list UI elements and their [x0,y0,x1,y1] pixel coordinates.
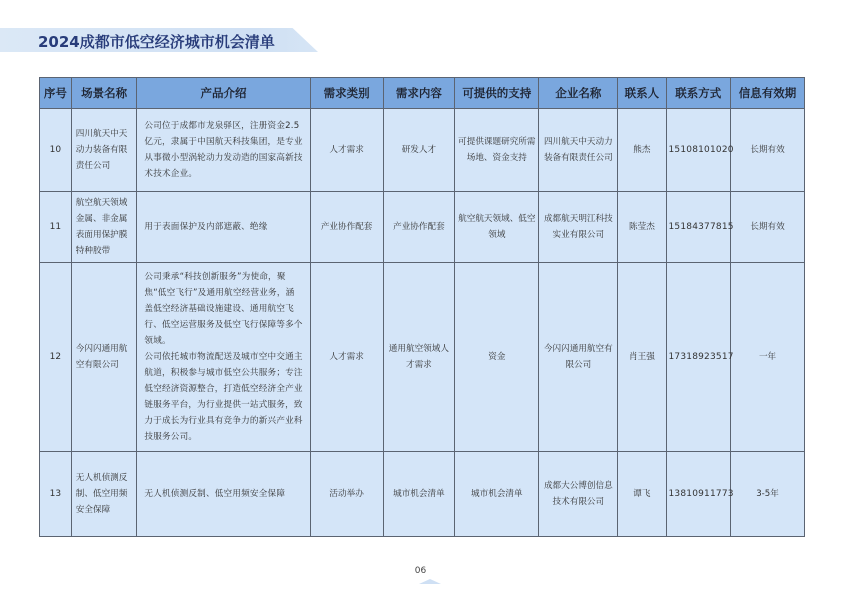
cell-validity: 长期有效 [731,109,805,192]
cell-validity: 一年 [731,263,805,452]
cell-intro [137,263,310,452]
cell-contact: 谭飞 [618,452,666,537]
col-header-scene: 场景名称 [71,78,137,109]
page-number: 06 [414,566,427,576]
col-header-content: 需求内容 [383,78,455,109]
col-header-contact: 联系人 [618,78,666,109]
cell-company: 四川航天中天动力装备有限责任公司 [539,109,618,192]
table-row [40,192,805,263]
cell-support: 可提供课题研究所需场地、资金支持 [455,109,539,192]
cell-contact: 肖王强 [618,263,666,452]
col-header-no: 序号 [40,78,72,109]
cell-phone: 15184377815 [666,192,731,263]
cell-category: 人才需求 [310,263,383,452]
cell-validity: 3-5年 [731,452,805,537]
table-row [40,109,805,192]
intro-paragraph: 公司秉承“科技创新服务”为使命，聚焦“低空飞行”及通用航空经营业务，涵盖低空经济基础设施建设、通用航空飞行、低空运营服务及低空飞行保障等多个领域。 [144,272,303,346]
cell-validity: 长期有效 [731,192,805,263]
intro-paragraph: 用于表面保护及内部遮蔽、绝缘 [144,222,268,232]
intro-paragraph: 公司位于成都市龙泉驿区，注册资金2.5亿元，隶属于中国航天科技集团，是专业从事微小型涡轮动力发动造的国家高新技术技术企业。 [144,121,303,179]
cell-no: 13 [40,452,72,537]
page-title: 2024成都市低空经济城市机会清单 [38,33,275,51]
cell-company: 成都航天明江科技实业有限公司 [539,192,618,263]
table-row [40,452,805,537]
cell-intro [137,192,310,263]
cell-support: 航空航天领域、低空领域 [455,192,539,263]
cell-category: 人才需求 [310,109,383,192]
cell-contact: 熊杰 [618,109,666,192]
cell-scene: 无人机侦测反制、低空用频安全保障 [71,452,137,537]
opportunity-table [39,77,805,537]
cell-support: 城市机会清单 [455,452,539,537]
cell-support: 资金 [455,263,539,452]
cell-phone: 17318923517 [666,263,731,452]
col-header-category: 需求类别 [310,78,383,109]
cell-content: 产业协作配套 [383,192,455,263]
cell-no: 10 [40,109,72,192]
cell-scene: 四川航天中天动力装备有限责任公司 [71,109,137,192]
table-header-row [40,78,805,109]
cell-scene: 今闪闪通用航空有限公司 [71,263,137,452]
col-header-support: 可提供的支持 [455,78,539,109]
cell-phone: 15108101020 [666,109,731,192]
cell-category: 活动举办 [310,452,383,537]
col-header-intro: 产品介绍 [137,78,310,109]
cell-scene: 航空航天领域金属、非金属表面用保护膜特种胶带 [71,192,137,263]
cell-content: 城市机会清单 [383,452,455,537]
cell-category: 产业协作配套 [310,192,383,263]
cell-intro [137,452,310,537]
cell-no: 12 [40,263,72,452]
col-header-company: 企业名称 [539,78,618,109]
col-header-phone: 联系方式 [666,78,731,109]
table-row [40,263,805,452]
col-header-validity: 信息有效期 [731,78,805,109]
opportunity-table-container [39,77,805,537]
cell-company: 成都大公博创信息技术有限公司 [539,452,618,537]
page-number-decoration [419,579,441,584]
cell-company: 今闪闪通用航空有限公司 [539,263,618,452]
cell-content: 通用航空领域人才需求 [383,263,455,452]
cell-content: 研发人才 [383,109,455,192]
cell-no: 11 [40,192,72,263]
cell-phone: 13810911773 [666,452,731,537]
intro-paragraph: 无人机侦测反制、低空用频安全保障 [144,489,286,499]
cell-contact: 陈莹杰 [618,192,666,263]
intro-paragraph: 公司依托城市物流配送及城市空中交通主航道，积极参与城市低空公共服务；专注低空经济资源整合，打造低空经济全产业链服务平台，为行业提供一站式服务，致力于成长为行业具有竞争力的新兴产业科技服务公司。 [144,352,303,442]
cell-intro [137,109,310,192]
